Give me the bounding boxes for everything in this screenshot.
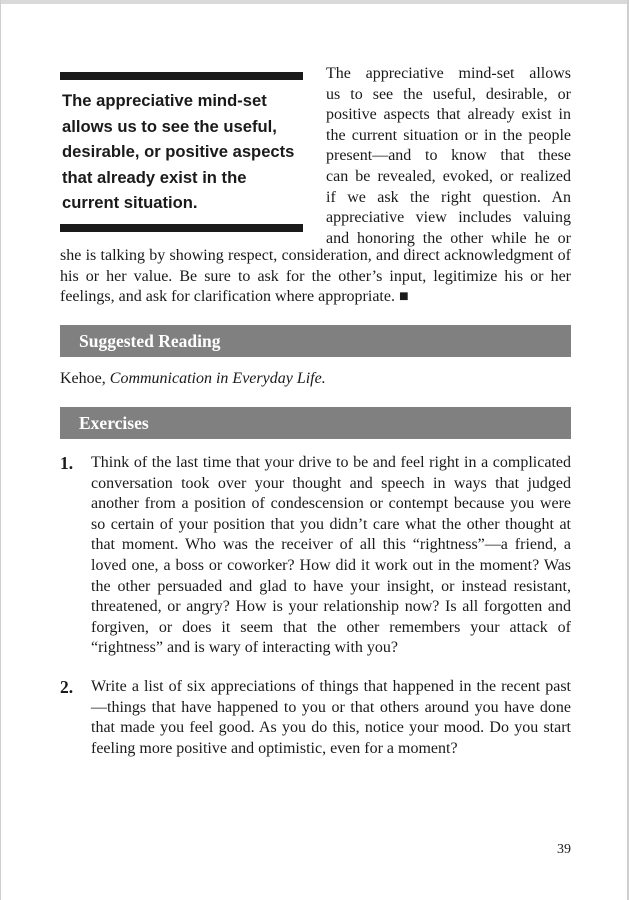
exercises-heading (60, 407, 571, 439)
page-top-edge (0, 0, 629, 4)
page-left-edge (0, 0, 1, 900)
body-line: can be revealed, evoked, or realized (326, 167, 571, 185)
pull-quote (60, 72, 303, 232)
exercises-heading-text: Exercises (79, 413, 149, 433)
body-continuation: she is talking by showing respect, consideration, and direct acknowledgment of his or her value. Be sure to ask for the other’s input, legitimize his or her feelings, and ask for clarification where appropriate. (60, 247, 571, 306)
suggested-reading-heading-text: Suggested Reading (79, 331, 221, 351)
reading-title: Communication in Everyday Life. (109, 370, 326, 387)
pull-quote-text: The appreciative mind-set allows us to see the useful, desirable, or positive aspects that already exist in the current situation. (62, 91, 295, 212)
end-mark-icon: ■ (398, 288, 409, 306)
body-line: present—and to know that these (326, 147, 571, 165)
body-line: appreciative view includes valuing (326, 209, 571, 227)
exercise-text: Write a list of six appreciations of things that happened in the recent past—things that have happened to you or that others around you have done that made you feel good. As you do this, notice your mood. Do you start feeling more positive and optimistic, even for a moment? (91, 678, 571, 757)
exercise-text: Think of the last time that your drive to be and feel right in a complicated conversation took over your thought and speech in ways that judged another from a position of condescension or contempt because you were so certain of your position that you didn’t care what the other thought at that moment. Who was the receiver of all this “rightness”—a friend, a loved one, a boss or coworker? How did it work out in the moment? Was the other persuaded and glad to have your insight, or instead resistant, threatened, or angry? How is your relationship now? Is all forgotten and forgiven, or does it seem that the other remembers your attack of “rightness” and is wary of interacting with you? (91, 454, 571, 657)
body-paragraph-wrap (326, 64, 571, 249)
body-line: and honoring the other while he or (326, 229, 571, 247)
body-line: if we ask the right question. An (326, 188, 571, 206)
pull-quote-top-rule (60, 72, 303, 80)
page-number: 39 (557, 842, 571, 857)
reading-citation (60, 370, 326, 388)
body-paragraph-continued (60, 246, 571, 308)
reading-author: Kehoe, (60, 370, 110, 387)
body-line: positive aspects that already exist in (326, 106, 571, 124)
suggested-reading-heading (60, 325, 571, 357)
body-line: us to see the useful, desirable, or (326, 85, 571, 103)
pull-quote-bottom-rule (60, 224, 303, 232)
body-line: the current situation or in the people (326, 126, 571, 144)
exercise-number: 1. (60, 453, 74, 473)
exercise-number: 2. (60, 677, 74, 697)
body-line: The appreciative mind-set allows (326, 65, 571, 82)
